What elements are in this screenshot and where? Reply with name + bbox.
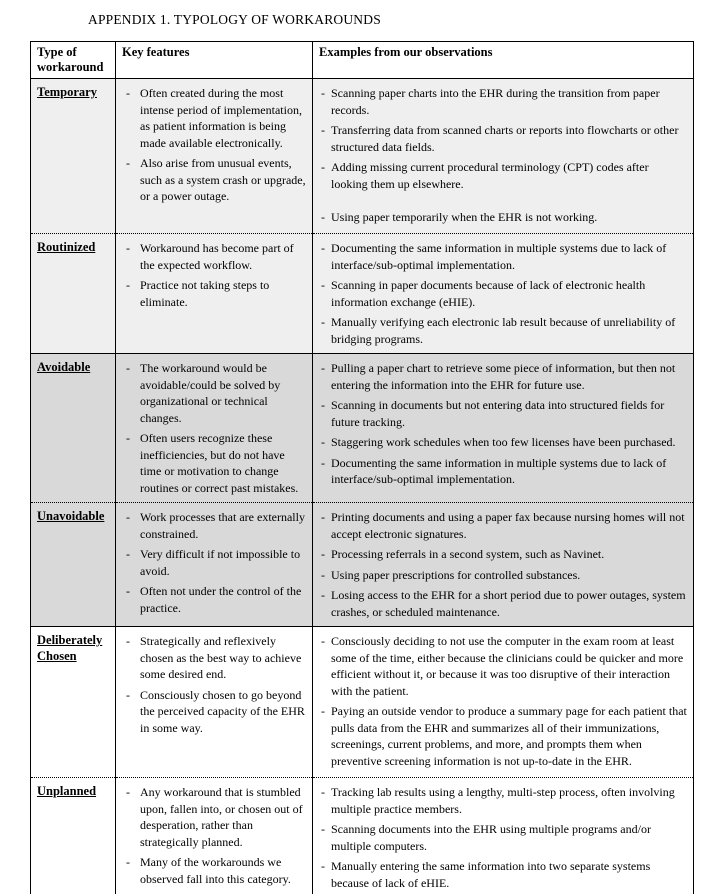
- key-features-cell: [116, 234, 313, 354]
- example-item: - Pulling a paper chart to retrieve some piece of information, but then not entering the information into the EHR for future use.: [320, 360, 687, 393]
- example-item: - Processing referrals in a second system, such as Navinet.: [320, 546, 687, 563]
- feature-item: - Any workaround that is stumbled upon, fallen into, or chosen out of desperation, rather than strategically planned.: [123, 784, 308, 850]
- feature-item: - Work processes that are externally constrained.: [123, 509, 308, 542]
- key-features-cell: [116, 778, 313, 894]
- feature-item: - Very difficult if not impossible to avoid.: [123, 546, 308, 579]
- feature-item: - Also arise from unusual events, such as a system crash or upgrade, or a power outage.: [123, 155, 308, 205]
- feature-item: - Often users recognize these inefficiencies, but do not have time or motivation to change routines or correct past mistakes.: [123, 430, 308, 496]
- workaround-type-label: Unavoidable: [37, 509, 105, 523]
- example-item: - Transferring data from scanned charts or reports into flowcharts or other structured data fields.: [320, 122, 687, 155]
- workaround-type-cell: [31, 503, 116, 627]
- examples-list: [320, 509, 687, 620]
- example-item: - Paying an outside vendor to produce a summary page for each patient that pulls data from the EHR and summarizes all of their immunizations, screenings, current problems, and more, and prompts them when preventive screening information is not up-to-date in the EHR.: [320, 703, 687, 769]
- key-features-cell: [116, 627, 313, 778]
- workaround-type-label: Routinized: [37, 240, 96, 254]
- example-item: - Documenting the same information in multiple systems due to lack of interface/sub-optimal implementation.: [320, 455, 687, 488]
- example-item: - Documenting the same information in multiple systems due to lack of interface/sub-optimal implementation.: [320, 240, 687, 273]
- table-row-unplanned: [31, 778, 694, 894]
- key-features-list: [123, 360, 308, 496]
- feature-item: - The workaround would be avoidable/could be solved by organizational or technical changes.: [123, 360, 308, 426]
- example-item: - Manually verifying each electronic lab result because of unreliability of bridging programs.: [320, 314, 687, 347]
- key-features-list: [123, 85, 308, 205]
- example-item: - Adding missing current procedural terminology (CPT) codes after looking them up elsewhere.: [320, 159, 687, 192]
- workaround-type-cell: [31, 778, 116, 894]
- examples-cell: [313, 778, 694, 894]
- key-features-cell: [116, 79, 313, 234]
- example-item: - Scanning paper charts into the EHR during the transition from paper records.: [320, 85, 687, 118]
- key-features-cell: [116, 503, 313, 627]
- feature-item: - Practice not taking steps to eliminate.: [123, 277, 308, 310]
- example-item: - Losing access to the EHR for a short period due to power outages, system crashes, or scheduled maintenance.: [320, 587, 687, 620]
- key-features-list: [123, 509, 308, 616]
- examples-list: [320, 360, 687, 488]
- column-header-examples: Examples from our observations: [313, 42, 694, 79]
- table-header: [31, 42, 694, 79]
- examples-list: [320, 633, 687, 769]
- examples-cell: [313, 234, 694, 354]
- example-item: - Using paper prescriptions for controlled substances.: [320, 567, 687, 584]
- example-item: - Printing documents and using a paper fax because nursing homes will not accept electronic signatures.: [320, 509, 687, 542]
- feature-item: - Many of the workarounds we observed fall into this category.: [123, 854, 308, 887]
- feature-item: - Strategically and reflexively chosen as the best way to achieve some desired end.: [123, 633, 308, 683]
- column-header-type: Type of workaround: [31, 42, 116, 79]
- workaround-type-label: Deliberately Chosen: [37, 633, 103, 663]
- examples-list: [320, 240, 687, 347]
- feature-item: - Workaround has become part of the expected workflow.: [123, 240, 308, 273]
- page-title: APPENDIX 1. TYPOLOGY OF WORKAROUNDS: [88, 12, 381, 27]
- table-row-unavoidable: [31, 503, 694, 627]
- table-row-avoidable: [31, 354, 694, 503]
- workaround-type-label: Avoidable: [37, 360, 91, 374]
- examples-cell: [313, 354, 694, 503]
- workaround-type-cell: [31, 234, 116, 354]
- table-row-temporary: [31, 79, 694, 234]
- table-row-deliberately-chosen: [31, 627, 694, 778]
- feature-item: - Consciously chosen to go beyond the perceived capacity of the EHR in some way.: [123, 687, 308, 737]
- example-item: - Consciously deciding to not use the computer in the exam room at least some of the time, either because the clinicians could be quicker and more efficient without it, or because it was too disruptive of their interaction with the patient.: [320, 633, 687, 699]
- table-row-routinized: [31, 234, 694, 354]
- example-item: - Using paper temporarily when the EHR is not working.: [320, 209, 687, 226]
- examples-cell: [313, 79, 694, 234]
- example-item: - Scanning in paper documents because of lack of electronic health information exchange (eHIE).: [320, 277, 687, 310]
- workaround-type-label: Temporary: [37, 85, 97, 99]
- workaround-type-cell: [31, 354, 116, 503]
- key-features-list: [123, 633, 308, 736]
- key-features-list: [123, 784, 308, 887]
- workaround-type-label: Unplanned: [37, 784, 97, 798]
- key-features-list: [123, 240, 308, 310]
- examples-cell: [313, 503, 694, 627]
- example-item: - Scanning in documents but not entering data into structured fields for future tracking.: [320, 397, 687, 430]
- feature-item: - Often created during the most intense period of implementation, as patient information is being made available electronically.: [123, 85, 308, 151]
- workaround-type-cell: [31, 627, 116, 778]
- examples-list: [320, 85, 687, 226]
- workaround-type-cell: [31, 79, 116, 234]
- feature-item: - Often not under the control of the practice.: [123, 583, 308, 616]
- examples-cell: [313, 627, 694, 778]
- key-features-cell: [116, 354, 313, 503]
- example-item: - Tracking lab results using a lengthy, multi-step process, often involving multiple practice members.: [320, 784, 687, 817]
- typology-table: [30, 41, 694, 894]
- example-item: - Staggering work schedules when too few licenses have been purchased.: [320, 434, 687, 451]
- column-header-features: Key features: [116, 42, 313, 79]
- example-item: - Scanning documents into the EHR using multiple programs and/or multiple computers.: [320, 821, 687, 854]
- example-item: - Manually entering the same information into two separate systems because of lack of eHIE.: [320, 858, 687, 891]
- examples-list: [320, 784, 687, 891]
